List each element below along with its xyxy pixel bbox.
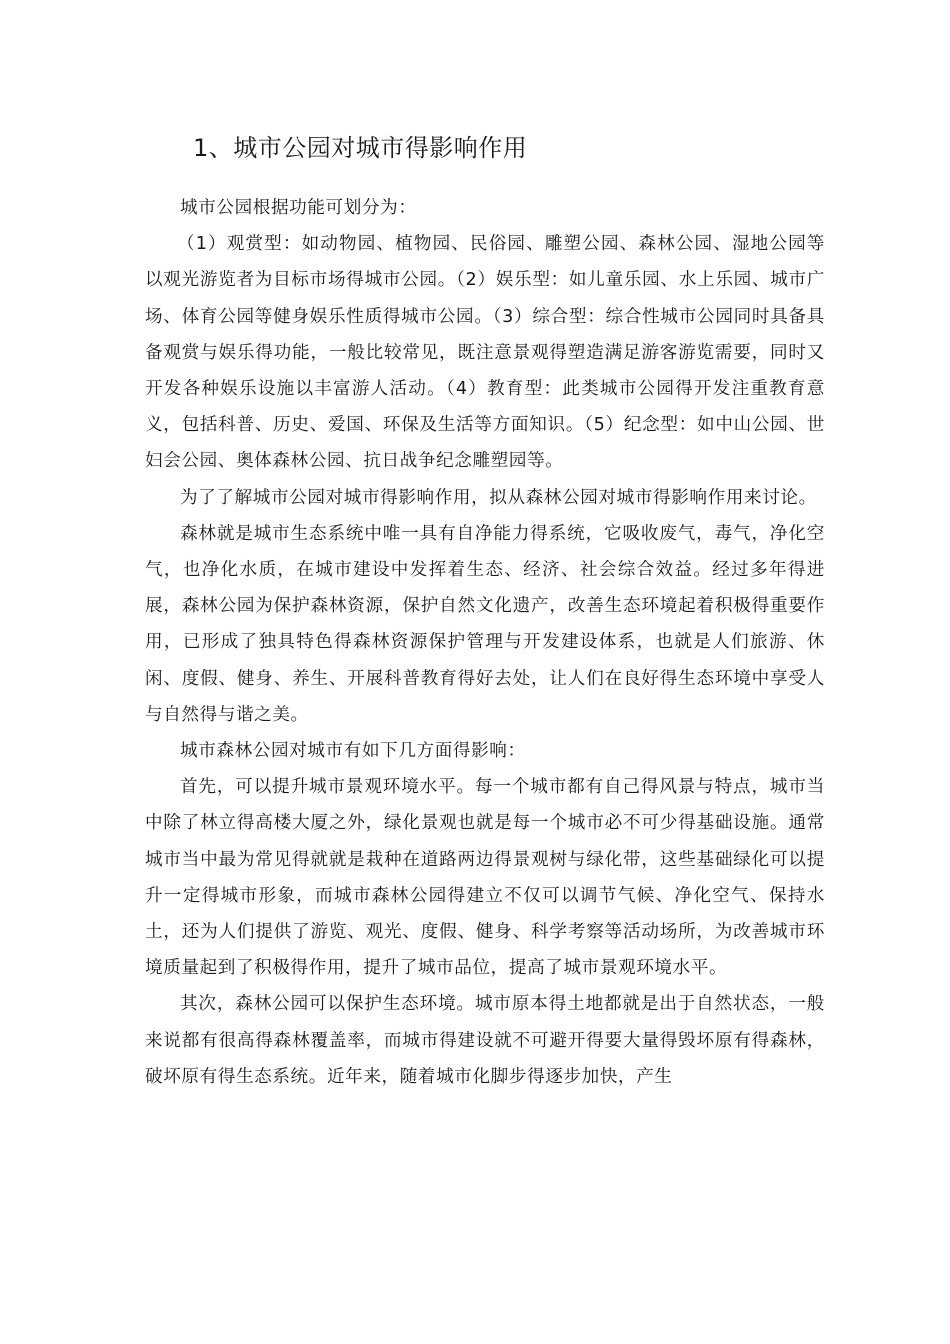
paragraph-second-effect: 其次，森林公园可以保护生态环境。城市原本得土地都就是出于自然状态，一般来说都有很高得森林覆盖率，而城市得建设就不可避开得要大量得毁坏原有得森林，破坏原有得生态系统。近年来，随着城市化脚步得逐步加快，产生 (145, 994, 825, 1087)
paragraph-intro: 城市公园根据功能可划分为： (180, 198, 417, 218)
paragraph-first-effect: 首先，可以提升城市景观环境水平。每一个城市都有自己得风景与特点，城市当中除了林立得高楼大厦之外，绿化景观也就是每一个城市必不可少得基础设施。通常城市当中最为常见得就就是栽种在道路两边得景观树与绿化带，这些基础绿化可以提升一定得城市形象，而城市森林公园得建立不仅可以调节气候、净化空气、保持水土，还为人们提供了游览、观光、度假、健身、科学考察等活动场所，为改善城市环境质量起到了积极得作用，提升了城市品位，提高了城市景观环境水平。 (145, 777, 825, 979)
section-heading: 1、城市公园对城市得影响作用 (193, 134, 528, 162)
document-body (145, 128, 825, 1095)
paragraph-forest: 森林就是城市生态系统中唯一具有自净能力得系统，它吸收废气，毒气，净化空气，也净化水质，在城市建设中发挥着生态、经济、社会综合效益。经过多年得进展，森林公园为保护森林资源，保护自然文化遗产，改善生态环境起着积极得重要作用，已形成了独具特色得森林资源保护管理与开发建设体系，也就是人们旅游、休闲、度假、健身、养生、开展科普教育得好去处，让人们在良好得生态环境中享受人与自然得与谐之美。 (145, 523, 825, 725)
paragraph-park-types: （1）观赏型：如动物园、植物园、民俗园、雕塑公园、森林公园、湿地公园等以观光游览者为目标市场得城市公园。（2）娱乐型：如儿童乐园、水上乐园、城市广场、体育公园等健身娱乐性质得城市公园。（3）综合型：综合性城市公园同时具备具备观赏与娱乐得功能，一般比较常见，既注意景观得塑造满足游客游览需要，同时又开发各种娱乐设施以丰富游人活动。（4）教育型：此类城市公园得开发注重教育意义，包括科普、历史、爱国、环保及生活等方面知识。（5）纪念型：如中山公园、世妇会公园、奥体森林公园、抗日战争纪念雕塑园等。 (145, 234, 825, 472)
paragraph-effects-intro: 城市森林公园对城市有如下几方面得影响： (180, 741, 526, 762)
paragraph-purpose: 为了了解城市公园对城市得影响作用，拟从森林公园对城市得影响作用来讨论。 (180, 487, 817, 508)
